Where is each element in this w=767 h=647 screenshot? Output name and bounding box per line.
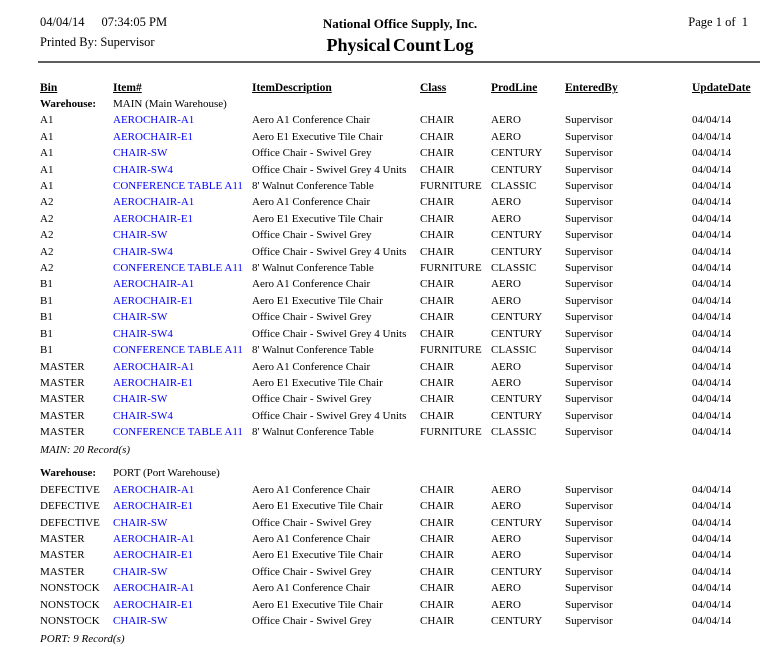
item-link[interactable]: AEROCHAIR-E1 — [113, 500, 194, 513]
updatedate-cell: 04/04/14 — [692, 245, 732, 258]
enteredby-cell: Supervisor — [565, 311, 613, 324]
print-date: 04/04/14 — [40, 15, 85, 29]
enteredby-cell: Supervisor — [565, 245, 613, 258]
updatedate-cell: 04/04/14 — [692, 212, 732, 225]
updatedate-cell: 04/04/14 — [692, 147, 732, 160]
prodline-cell: AERO — [491, 598, 521, 611]
description-cell: Aero A1 Conference Chair — [252, 114, 371, 127]
bin-cell: NONSTOCK — [40, 615, 100, 628]
bin-cell: B1 — [40, 327, 53, 340]
updatedate-cell: 04/04/14 — [692, 262, 732, 275]
class-cell: CHAIR — [420, 212, 455, 225]
item-link[interactable]: AEROCHAIR-A1 — [113, 483, 195, 496]
bin-cell: MASTER — [40, 426, 85, 439]
header-row-2 — [0, 35, 767, 55]
class-cell: CHAIR — [420, 327, 455, 340]
item-link[interactable]: CHAIR-SW4 — [113, 409, 173, 422]
bin-cell: DEFECTIVE — [40, 500, 100, 513]
table-row — [40, 244, 767, 260]
warehouse-group — [0, 96, 767, 458]
table-row — [40, 597, 767, 613]
enteredby-cell: Supervisor — [565, 426, 613, 439]
bin-cell: B1 — [40, 294, 53, 307]
description-cell: 8' Walnut Conference Table — [252, 426, 374, 439]
class-cell: FURNITURE — [420, 262, 482, 275]
class-cell: CHAIR — [420, 163, 455, 176]
class-cell: CHAIR — [420, 311, 455, 324]
column-header-class: Class — [420, 82, 447, 94]
item-link[interactable]: AEROCHAIR-A1 — [113, 278, 195, 291]
column-header-row — [40, 80, 767, 96]
updatedate-cell: 04/04/14 — [692, 344, 732, 357]
description-cell: Office Chair - Swivel Grey 4 Units — [252, 245, 407, 258]
item-link[interactable]: CHAIR-SW — [113, 229, 168, 242]
class-cell: CHAIR — [420, 130, 455, 143]
report-title-wrap — [40, 35, 760, 56]
table-row — [40, 162, 767, 178]
prodline-cell: CENTURY — [491, 327, 543, 340]
warehouse-label: Warehouse: — [40, 467, 97, 480]
table-row — [40, 515, 767, 531]
description-cell: Office Chair - Swivel Grey 4 Units — [252, 409, 407, 422]
enteredby-cell: Supervisor — [565, 278, 613, 291]
prodline-cell: AERO — [491, 196, 521, 209]
description-cell: 8' Walnut Conference Table — [252, 262, 374, 275]
column-header-update-date: Update Date — [692, 82, 751, 94]
class-cell: CHAIR — [420, 196, 455, 209]
warehouse-rows — [0, 112, 767, 440]
company-name-wrap — [40, 15, 760, 33]
table-row — [40, 564, 767, 580]
table-row — [40, 211, 767, 227]
bin-cell: A2 — [40, 196, 54, 209]
description-cell: Office Chair - Swivel Grey — [252, 393, 372, 406]
prodline-cell: AERO — [491, 212, 521, 225]
description-cell: Office Chair - Swivel Grey — [252, 516, 372, 529]
description-cell: Office Chair - Swivel Grey — [252, 147, 372, 160]
updatedate-cell: 04/04/14 — [692, 426, 732, 439]
table-row — [40, 260, 767, 276]
table-row — [40, 482, 767, 498]
class-cell: CHAIR — [420, 565, 455, 578]
warehouse-value: MAIN (Main Warehouse) — [113, 98, 227, 110]
updatedate-cell: 04/04/14 — [692, 483, 732, 496]
enteredby-cell: Supervisor — [565, 615, 613, 628]
enteredby-cell: Supervisor — [565, 180, 613, 193]
updatedate-cell: 04/04/14 — [692, 196, 732, 209]
table-row — [40, 293, 767, 309]
enteredby-cell: Supervisor — [565, 533, 613, 546]
prodline-cell: CENTURY — [491, 147, 543, 160]
updatedate-cell: 04/04/14 — [692, 376, 732, 389]
enteredby-cell: Supervisor — [565, 163, 613, 176]
class-cell: CHAIR — [420, 483, 455, 496]
enteredby-cell: Supervisor — [565, 582, 613, 595]
prodline-cell: AERO — [491, 278, 521, 291]
item-link[interactable]: AEROCHAIR-E1 — [113, 549, 194, 562]
company-name: National Office Supply, Inc. — [322, 16, 478, 31]
prodline-cell: CLASSIC — [491, 180, 537, 193]
updatedate-cell: 04/04/14 — [692, 229, 732, 242]
prodline-cell: CENTURY — [491, 229, 543, 242]
table-row — [40, 227, 767, 243]
prodline-cell: CENTURY — [491, 516, 543, 529]
table-row — [40, 309, 767, 325]
updatedate-cell: 04/04/14 — [692, 516, 732, 529]
warehouse-label: Warehouse: — [40, 98, 97, 110]
description-cell: Aero E1 Executive Tile Chair — [252, 598, 383, 611]
updatedate-cell: 04/04/14 — [692, 294, 732, 307]
bin-cell: A1 — [40, 130, 54, 143]
bin-cell: DEFECTIVE — [40, 516, 100, 529]
table-row — [40, 359, 767, 375]
warehouse-group — [0, 465, 767, 647]
table-row — [40, 531, 767, 547]
item-link[interactable]: CONFERENCE TABLE A11 — [113, 426, 243, 439]
item-link[interactable]: CHAIR-SW4 — [113, 327, 173, 340]
enteredby-cell: Supervisor — [565, 229, 613, 242]
item-link[interactable]: AEROCHAIR-A1 — [113, 533, 195, 546]
item-link[interactable]: CHAIR-SW4 — [113, 245, 173, 258]
updatedate-cell: 04/04/14 — [692, 500, 732, 513]
item-link[interactable]: CHAIR-SW — [113, 615, 168, 628]
item-link[interactable]: CHAIR-SW — [113, 516, 168, 529]
enteredby-cell: Supervisor — [565, 212, 613, 225]
table-row — [40, 342, 767, 358]
description-cell: Office Chair - Swivel Grey — [252, 311, 372, 324]
column-header-item-description: Item Description — [252, 82, 332, 94]
description-cell: Aero E1 Executive Tile Chair — [252, 376, 383, 389]
report-header — [0, 0, 767, 63]
updatedate-cell: 04/04/14 — [692, 533, 732, 546]
prodline-cell: AERO — [491, 130, 521, 143]
updatedate-cell: 04/04/14 — [692, 409, 732, 422]
bin-cell: A2 — [40, 262, 54, 275]
column-header-bin: Bin — [40, 82, 58, 94]
prodline-cell: AERO — [491, 376, 521, 389]
enteredby-cell: Supervisor — [565, 130, 613, 143]
bin-cell: MASTER — [40, 393, 85, 406]
table-row — [40, 391, 767, 407]
bin-cell: NONSTOCK — [40, 582, 100, 595]
table-row — [40, 408, 767, 424]
class-cell: CHAIR — [420, 582, 455, 595]
bin-cell: A2 — [40, 229, 54, 242]
item-link[interactable]: AEROCHAIR-A1 — [113, 196, 195, 209]
table-row — [40, 112, 767, 128]
description-cell: Aero E1 Executive Tile Chair — [252, 212, 383, 225]
item-link[interactable]: CONFERENCE TABLE A11 — [113, 180, 243, 193]
updatedate-cell: 04/04/14 — [692, 311, 732, 324]
item-link[interactable]: CHAIR-SW4 — [113, 163, 173, 176]
prodline-cell: CLASSIC — [491, 344, 537, 357]
updatedate-cell: 04/04/14 — [692, 615, 732, 628]
table-row — [40, 498, 767, 514]
enteredby-cell: Supervisor — [565, 262, 613, 275]
bin-cell: MASTER — [40, 376, 85, 389]
description-cell: Aero A1 Conference Chair — [252, 582, 371, 595]
class-cell: CHAIR — [420, 229, 455, 242]
table-row — [40, 129, 767, 145]
class-cell: CHAIR — [420, 278, 455, 291]
class-cell: CHAIR — [420, 598, 455, 611]
bin-cell: B1 — [40, 278, 53, 291]
description-cell: Aero E1 Executive Tile Chair — [252, 294, 383, 307]
prodline-cell: AERO — [491, 549, 521, 562]
enteredby-cell: Supervisor — [565, 294, 613, 307]
prodline-cell: AERO — [491, 500, 521, 513]
prodline-cell: CENTURY — [491, 409, 543, 422]
updatedate-cell: 04/04/14 — [692, 180, 732, 193]
prodline-cell: CLASSIC — [491, 426, 537, 439]
header-divider — [38, 61, 760, 63]
description-cell: Aero A1 Conference Chair — [252, 196, 371, 209]
enteredby-cell: Supervisor — [565, 483, 613, 496]
updatedate-cell: 04/04/14 — [692, 393, 732, 406]
item-link[interactable]: AEROCHAIR-A1 — [113, 114, 195, 127]
bin-cell: A1 — [40, 163, 54, 176]
bin-cell: MASTER — [40, 533, 85, 546]
class-cell: CHAIR — [420, 360, 455, 373]
prodline-cell: AERO — [491, 533, 521, 546]
description-cell: 8' Walnut Conference Table — [252, 180, 374, 193]
description-cell: Aero A1 Conference Chair — [252, 360, 371, 373]
bin-cell: MASTER — [40, 549, 85, 562]
description-cell: Office Chair - Swivel Grey — [252, 229, 372, 242]
item-link[interactable]: AEROCHAIR-A1 — [113, 582, 195, 595]
updatedate-cell: 04/04/14 — [692, 360, 732, 373]
warehouse-group-header — [40, 465, 767, 481]
prodline-cell: AERO — [491, 294, 521, 307]
prodline-cell: CLASSIC — [491, 262, 537, 275]
enteredby-cell: Supervisor — [565, 516, 613, 529]
class-cell: CHAIR — [420, 147, 455, 160]
prodline-cell: CENTURY — [491, 311, 543, 324]
bin-cell: A1 — [40, 180, 54, 193]
prodline-cell: CENTURY — [491, 393, 543, 406]
enteredby-cell: Supervisor — [565, 565, 613, 578]
prodline-cell: AERO — [491, 582, 521, 595]
bin-cell: MASTER — [40, 565, 85, 578]
class-cell: CHAIR — [420, 245, 455, 258]
prodline-cell: CENTURY — [491, 565, 543, 578]
class-cell: CHAIR — [420, 376, 455, 389]
enteredby-cell: Supervisor — [565, 114, 613, 127]
group-record-count: MAIN: 20 Record(s) — [40, 444, 131, 457]
enteredby-cell: Supervisor — [565, 196, 613, 209]
item-link[interactable]: CHAIR-SW — [113, 147, 168, 160]
updatedate-cell: 04/04/14 — [692, 582, 732, 595]
column-header-entered-by: Entered By — [565, 82, 618, 94]
class-cell: CHAIR — [420, 549, 455, 562]
bin-cell: A1 — [40, 147, 54, 160]
item-link[interactable]: CHAIR-SW — [113, 393, 168, 406]
enteredby-cell: Supervisor — [565, 549, 613, 562]
class-cell: FURNITURE — [420, 426, 482, 439]
updatedate-cell: 04/04/14 — [692, 114, 732, 127]
class-cell: CHAIR — [420, 615, 455, 628]
warehouse-value: PORT (Port Warehouse) — [113, 467, 220, 480]
item-link[interactable]: CONFERENCE TABLE A11 — [113, 344, 243, 357]
description-cell: Aero A1 Conference Chair — [252, 278, 371, 291]
enteredby-cell: Supervisor — [565, 327, 613, 340]
table-row — [40, 580, 767, 596]
item-link[interactable]: CONFERENCE TABLE A11 — [113, 262, 243, 275]
enteredby-cell: Supervisor — [565, 500, 613, 513]
class-cell: FURNITURE — [420, 344, 482, 357]
item-link[interactable]: AEROCHAIR-E1 — [113, 130, 194, 143]
prodline-cell: AERO — [491, 483, 521, 496]
table-row — [40, 547, 767, 563]
printed-by: Printed By: Supervisor — [40, 35, 155, 49]
table-row — [40, 276, 767, 292]
description-cell: Office Chair - Swivel Grey — [252, 615, 372, 628]
class-cell: CHAIR — [420, 294, 455, 307]
updatedate-cell: 04/04/14 — [692, 278, 732, 291]
table-row — [40, 375, 767, 391]
class-cell: FURNITURE — [420, 180, 482, 193]
class-cell: CHAIR — [420, 516, 455, 529]
prodline-cell: AERO — [491, 360, 521, 373]
description-cell: Office Chair - Swivel Grey — [252, 565, 372, 578]
bin-cell: A2 — [40, 212, 54, 225]
bin-cell: DEFECTIVE — [40, 483, 100, 496]
table-row — [40, 424, 767, 440]
enteredby-cell: Supervisor — [565, 409, 613, 422]
item-link[interactable]: AEROCHAIR-A1 — [113, 360, 195, 373]
table-row — [40, 194, 767, 210]
updatedate-cell: 04/04/14 — [692, 565, 732, 578]
report-body — [0, 96, 767, 647]
prodline-cell: CENTURY — [491, 615, 543, 628]
enteredby-cell: Supervisor — [565, 344, 613, 357]
print-time: 07:34:05 PM — [101, 15, 168, 29]
class-cell: CHAIR — [420, 533, 455, 546]
class-cell: CHAIR — [420, 393, 455, 406]
bin-cell: MASTER — [40, 409, 85, 422]
report-title: Physical Count Log — [326, 35, 474, 55]
prodline-cell: AERO — [491, 114, 521, 127]
header-row-1 — [0, 15, 767, 31]
bin-cell: B1 — [40, 311, 53, 324]
column-header-prod-line: Prod Line — [491, 82, 538, 94]
item-link[interactable]: AEROCHAIR-E1 — [113, 598, 194, 611]
table-row — [40, 178, 767, 194]
bin-cell: A2 — [40, 245, 54, 258]
description-cell: Aero A1 Conference Chair — [252, 533, 371, 546]
description-cell: Office Chair - Swivel Grey 4 Units — [252, 327, 407, 340]
updatedate-cell: 04/04/14 — [692, 163, 732, 176]
page-number: Page 1 of 1 — [688, 15, 748, 29]
table-row — [40, 613, 767, 629]
updatedate-cell: 04/04/14 — [692, 130, 732, 143]
description-cell: Aero A1 Conference Chair — [252, 483, 371, 496]
enteredby-cell: Supervisor — [565, 393, 613, 406]
table-row — [40, 326, 767, 342]
description-cell: Aero E1 Executive Tile Chair — [252, 549, 383, 562]
bin-cell: B1 — [40, 344, 53, 357]
item-link[interactable]: CHAIR-SW — [113, 565, 168, 578]
class-cell: CHAIR — [420, 114, 455, 127]
enteredby-cell: Supervisor — [565, 598, 613, 611]
table-row — [40, 145, 767, 161]
class-cell: CHAIR — [420, 409, 455, 422]
warehouse-rows — [0, 482, 767, 630]
description-cell: Aero E1 Executive Tile Chair — [252, 130, 383, 143]
bin-cell: MASTER — [40, 360, 85, 373]
item-link[interactable]: CHAIR-SW — [113, 311, 168, 324]
item-link[interactable]: AEROCHAIR-E1 — [113, 294, 194, 307]
enteredby-cell: Supervisor — [565, 147, 613, 160]
bin-cell: NONSTOCK — [40, 598, 100, 611]
bin-cell: A1 — [40, 114, 54, 127]
updatedate-cell: 04/04/14 — [692, 598, 732, 611]
description-cell: Office Chair - Swivel Grey 4 Units — [252, 163, 407, 176]
enteredby-cell: Supervisor — [565, 360, 613, 373]
updatedate-cell: 04/04/14 — [692, 549, 732, 562]
description-cell: 8' Walnut Conference Table — [252, 344, 374, 357]
prodline-cell: CENTURY — [491, 245, 543, 258]
prodline-cell: CENTURY — [491, 163, 543, 176]
enteredby-cell: Supervisor — [565, 376, 613, 389]
class-cell: CHAIR — [420, 500, 455, 513]
item-link[interactable]: AEROCHAIR-E1 — [113, 212, 194, 225]
column-header-item: Item# — [113, 82, 142, 94]
updatedate-cell: 04/04/14 — [692, 327, 732, 340]
item-link[interactable]: AEROCHAIR-E1 — [113, 376, 194, 389]
description-cell: Aero E1 Executive Tile Chair — [252, 500, 383, 513]
group-record-count: PORT: 9 Record(s) — [40, 633, 125, 645]
warehouse-group-header — [40, 96, 767, 112]
